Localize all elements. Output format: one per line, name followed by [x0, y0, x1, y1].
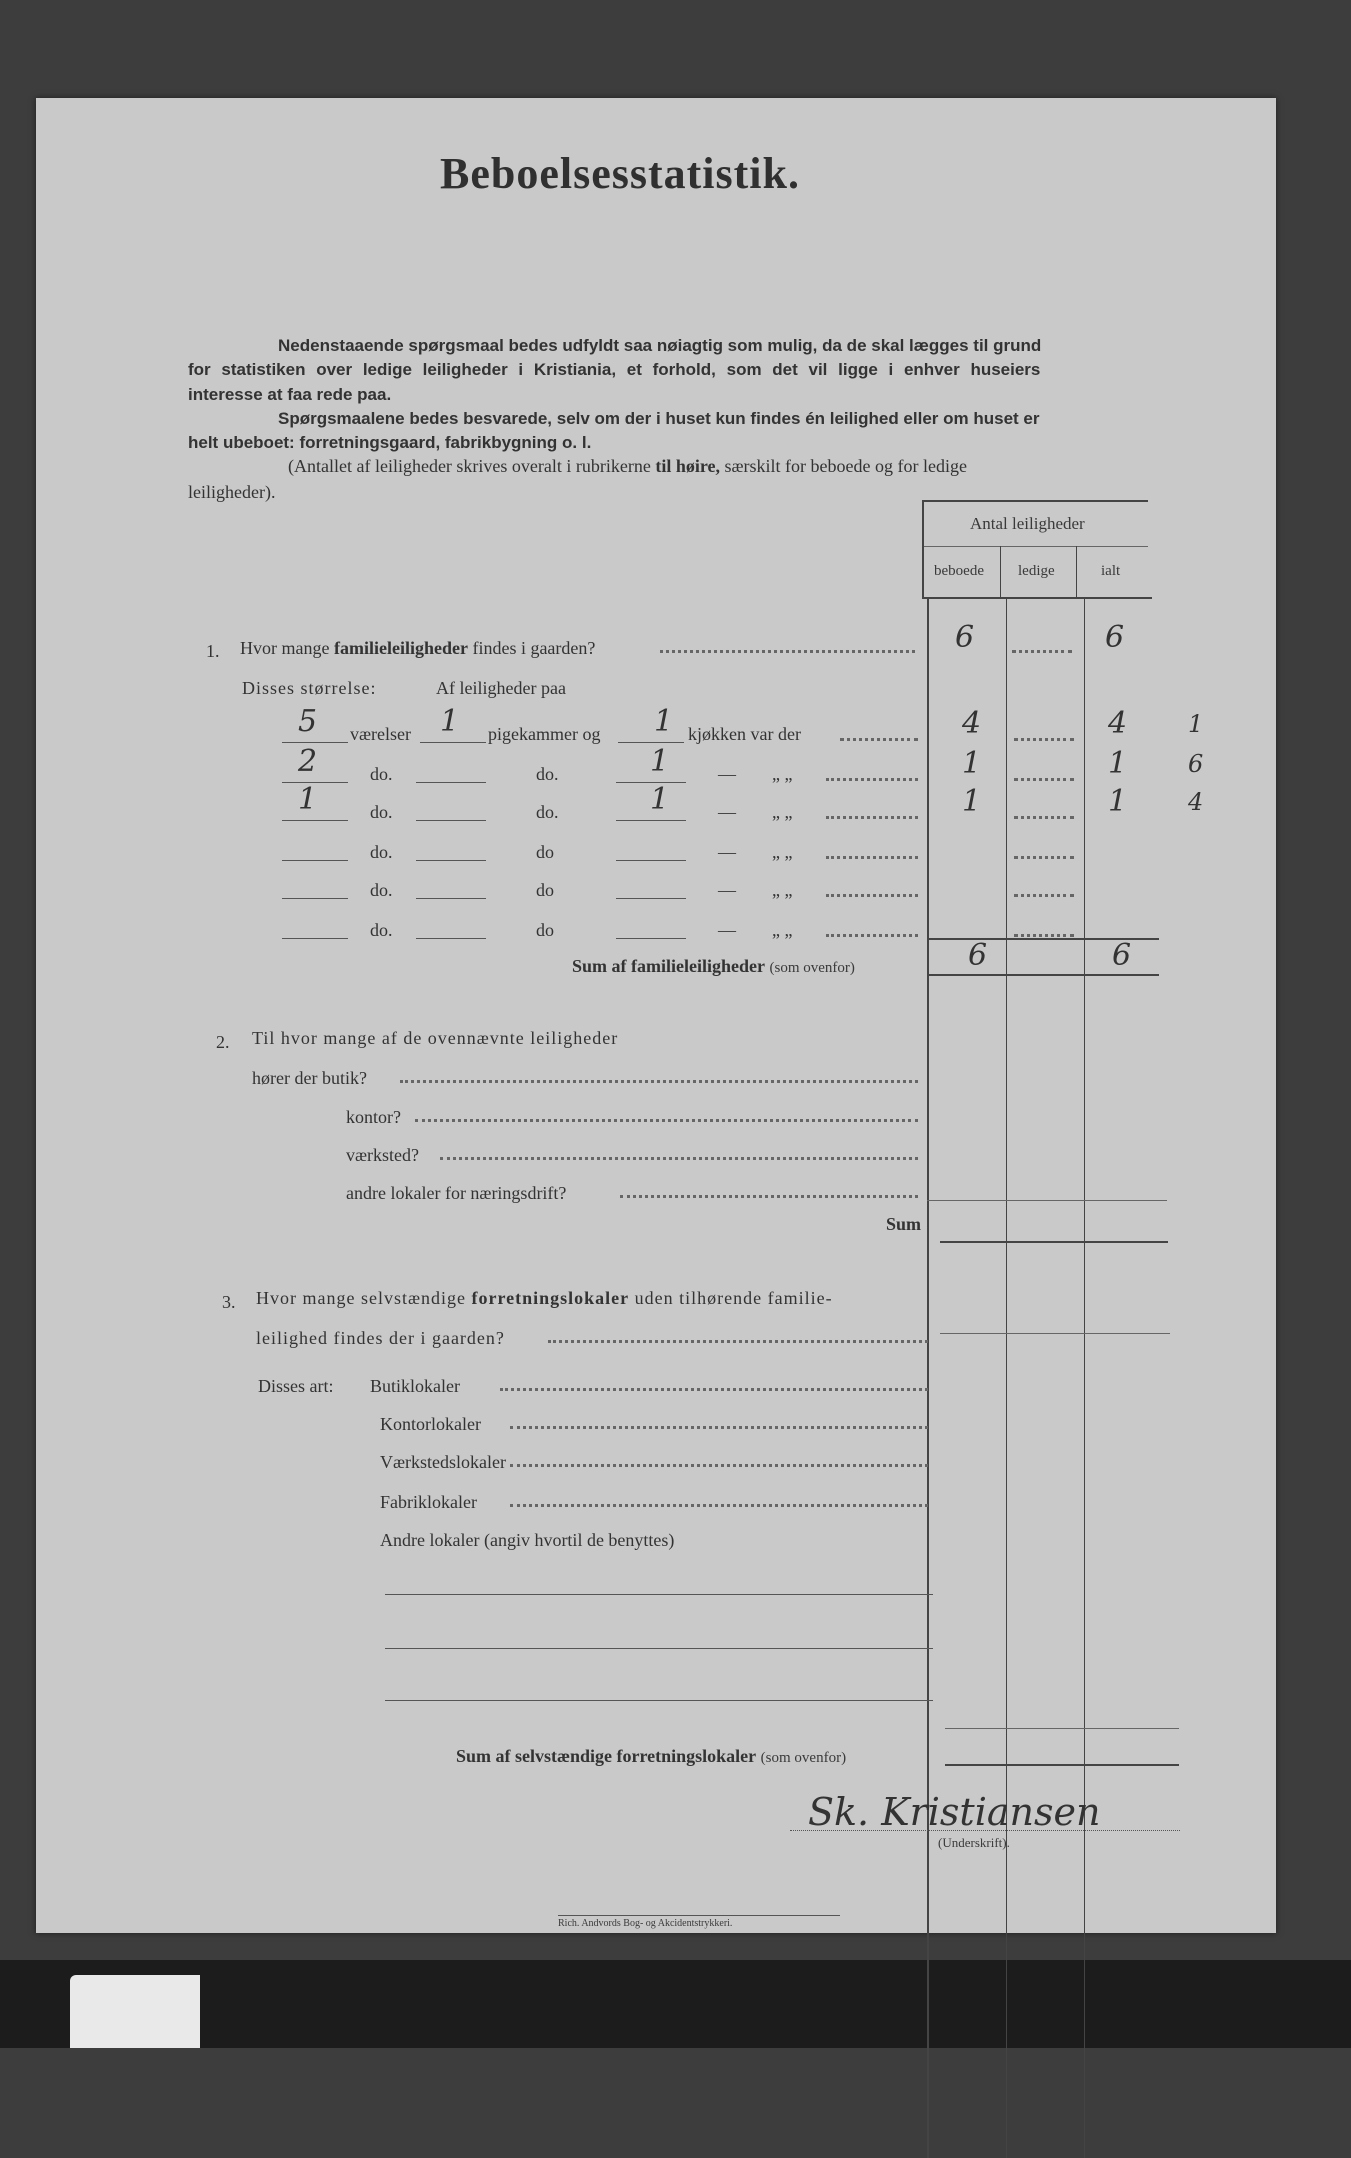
- q3-blank-line-1: [385, 1594, 933, 1595]
- q2-sum-label: Sum: [886, 1214, 922, 1234]
- q3-question-line-2: leilighed findes der i gaarden?: [256, 1328, 505, 1348]
- page-title: Beboelsesstatistik.: [440, 149, 800, 198]
- q1-ledige-dots: [1012, 650, 1072, 653]
- q1-question-pre: Hvor mange: [240, 638, 330, 658]
- intro-line-3: interesse at faa rede paa.: [188, 385, 392, 404]
- row-rooms-value: 2: [298, 744, 318, 779]
- q1-question-post: findes i gaarden?: [472, 638, 596, 658]
- intro-line-5: helt ubeboet: forretningsgaard, fabrikbygning o. l.: [188, 433, 592, 452]
- q3-question: [256, 1288, 833, 1309]
- row-label-do: do.: [370, 880, 393, 900]
- table-top-rule: [922, 500, 1148, 502]
- q3-number: 3.: [222, 1292, 236, 1312]
- row-dash: —: [718, 842, 736, 862]
- row-margin-note: 1: [1188, 710, 1204, 738]
- q1-number: 1.: [206, 641, 220, 661]
- col-header-beboede: beboede: [934, 563, 984, 579]
- intro-line-2: for statistiken over ledige leiligheder i Kristiania, et forhold, som det vil ligge i enhver huseiers: [188, 360, 1041, 379]
- q3-question-pre: Hvor mange selvstændige: [256, 1288, 466, 1308]
- row-pige-line: [420, 742, 486, 743]
- row-leader-dots: [826, 934, 918, 937]
- col-header-ledige: ledige: [1018, 563, 1055, 579]
- table-header-rule: [922, 546, 1148, 547]
- col-rule-mid2: [1084, 598, 1085, 2158]
- row-ialt-value: 1: [1108, 746, 1128, 781]
- row-kjokken-value: 1: [650, 782, 670, 817]
- q1-leader-dots: [660, 650, 915, 653]
- q1-answer-ialt: 6: [1105, 620, 1125, 655]
- col-header-ialt: ialt: [1101, 563, 1121, 579]
- q1-question: [240, 638, 595, 659]
- q3-sum-top-rule: [945, 1728, 1179, 1729]
- row-pige-line: [416, 898, 486, 899]
- table-header-bottom-rule: [922, 597, 1152, 599]
- row-label-do: do.: [370, 764, 393, 784]
- q3-sum-bold: Sum af selvstændige forretningslokaler: [456, 1746, 757, 1766]
- row-pige-value: 1: [440, 704, 460, 739]
- q1-size-sub: Af leiligheder paa: [436, 678, 566, 698]
- row-label-do-2: do: [536, 880, 554, 900]
- row-leader-dots: [840, 738, 918, 741]
- row-rooms-line: [282, 820, 348, 821]
- row-label-do-2: do: [536, 920, 554, 940]
- row-kjokken-value: 1: [654, 704, 674, 739]
- intro-line-7: leiligheder).: [188, 482, 276, 502]
- row-ledige-dots: [1014, 816, 1074, 819]
- q3-question-post: uden tilhørende familie-: [634, 1288, 833, 1308]
- row-beboede-value: 4: [962, 706, 982, 741]
- signature-handwritten: Sk. Kristiansen: [808, 1790, 1101, 1834]
- row-rooms-value: 1: [298, 782, 318, 817]
- row-ledige-dots: [1014, 778, 1074, 781]
- row-leader-dots: [826, 856, 918, 859]
- q3-item: Butiklokaler: [370, 1376, 460, 1396]
- row-kjokken-line: [616, 938, 686, 939]
- row-label-vaerelser: værelser: [350, 724, 411, 744]
- row-kjokken-line: [616, 860, 686, 861]
- q1-sum-bold: Sum af familieleiligheder: [572, 956, 765, 976]
- row-ditto-marks: „ „: [772, 842, 793, 862]
- row-kjokken-value: 1: [650, 744, 670, 779]
- col-rule-mid2-header: [1076, 546, 1077, 598]
- row-label-do-2: do: [536, 842, 554, 862]
- q2-item-butik: hører der butik?: [252, 1068, 367, 1088]
- row-pige-line: [416, 782, 486, 783]
- q3-item-dots: [510, 1504, 928, 1507]
- row-rooms-line: [282, 742, 348, 743]
- intro-line-6-part-b: til høire,: [655, 456, 721, 476]
- intro-line-6-part-c: særskilt for beboede og for ledige: [724, 456, 967, 476]
- q3-sum-bottom-rule: [945, 1764, 1179, 1766]
- q3-sum-label: [456, 1746, 846, 1767]
- q3-item: Kontorlokaler: [380, 1414, 481, 1434]
- row-label-do-2: do.: [536, 802, 559, 822]
- q3-item-dots: [500, 1388, 928, 1391]
- row-rooms-line: [282, 938, 348, 939]
- row-label-pigekammer: pigekammer og: [488, 724, 601, 744]
- q2-question: Til hvor mange af de ovennævnte leiligheder: [252, 1028, 619, 1048]
- q3-blank-line-3: [385, 1700, 933, 1701]
- row-ditto-marks: „ „: [772, 802, 793, 822]
- row-label-kjokken: kjøkken var der: [688, 724, 801, 744]
- row-dash: —: [718, 802, 736, 822]
- row-label-do: do.: [370, 920, 393, 940]
- q2-item-kontor: kontor?: [346, 1107, 401, 1127]
- signature-label: (Underskrift).: [938, 1835, 1010, 1850]
- q3-item: Fabriklokaler: [380, 1492, 477, 1512]
- q1-sum-beboede: 6: [968, 938, 988, 973]
- row-kjokken-line: [616, 898, 686, 899]
- q2-item-andre-dots: [620, 1195, 918, 1198]
- q1-size-label: Disses størrelse:: [242, 678, 377, 698]
- row-rooms-line: [282, 860, 348, 861]
- q1-sum-label: [572, 956, 855, 977]
- q1-answer-beboede: 6: [955, 620, 975, 655]
- row-kjokken-line: [618, 742, 684, 743]
- row-kjokken-line: [616, 820, 686, 821]
- q3-item-dots: [510, 1426, 928, 1429]
- q1-sum-ialt: 6: [1112, 938, 1132, 973]
- intro-line-1: Nedenstaaende spørgsmaal bedes udfyldt saa nøiagtig som mulig, da de skal lægges til grund: [278, 336, 1042, 355]
- row-leader-dots: [826, 778, 918, 781]
- row-margin-note: 6: [1188, 750, 1204, 778]
- q3-art-label: Disses art:: [258, 1376, 334, 1396]
- row-ditto-marks: „ „: [772, 764, 793, 784]
- row-ditto-marks: „ „: [772, 880, 793, 900]
- row-label-do: do.: [370, 802, 393, 822]
- table-group-header: Antal leiligheder: [970, 514, 1085, 533]
- row-beboede-value: 1: [962, 746, 982, 781]
- row-ledige-dots: [1014, 934, 1074, 937]
- q3-sum-post: (som ovenfor): [760, 1750, 847, 1766]
- row-ledige-dots: [1014, 738, 1074, 741]
- row-pige-line: [416, 938, 486, 939]
- printer-credit: Rich. Andvords Bog- og Akcidentstrykkeri.: [558, 1918, 733, 1929]
- q2-sum-bottom-rule: [940, 1241, 1168, 1243]
- printer-rule: [558, 1915, 840, 1916]
- signature-line: [790, 1830, 1180, 1831]
- intro-line-6: [288, 456, 967, 477]
- row-label-do: do.: [370, 842, 393, 862]
- row-rooms-line: [282, 898, 348, 899]
- q1-sum-bottom-rule: [927, 974, 1159, 976]
- row-pige-line: [416, 820, 486, 821]
- intro-line-6-part-a: (Antallet af leiligheder skrives overalt i rubrikerne: [288, 456, 651, 476]
- row-beboede-value: 1: [962, 784, 982, 819]
- q2-number: 2.: [216, 1032, 230, 1052]
- col-rule-left-header: [922, 500, 924, 598]
- row-label-do-2: do.: [536, 764, 559, 784]
- q2-item-andre: andre lokaler for næringsdrift?: [346, 1183, 567, 1203]
- q3-question-dots: [548, 1340, 928, 1343]
- q3-blank-line-2: [385, 1648, 933, 1649]
- row-ditto-marks: „ „: [772, 920, 793, 940]
- q1-sum-post: (som ovenfor): [769, 960, 855, 976]
- row-dash: —: [718, 920, 736, 940]
- row-ialt-value: 1: [1108, 784, 1128, 819]
- q3-item-dots: [510, 1464, 928, 1467]
- q3-answer-rule: [940, 1333, 1170, 1334]
- q2-item-kontor-dots: [415, 1119, 918, 1122]
- row-ialt-value: 4: [1108, 706, 1128, 741]
- q3-question-bold: forretningslokaler: [471, 1288, 630, 1308]
- q2-item-butik-dots: [400, 1080, 918, 1083]
- col-rule-mid1: [1006, 598, 1007, 2158]
- q3-item: Værkstedslokaler: [380, 1452, 506, 1472]
- row-ledige-dots: [1014, 856, 1074, 859]
- row-dash: —: [718, 880, 736, 900]
- q2-item-vaerksted: værksted?: [346, 1145, 419, 1165]
- row-rooms-value: 5: [298, 704, 318, 739]
- row-pige-line: [416, 860, 486, 861]
- q3-item: Andre lokaler (angiv hvortil de benyttes): [380, 1530, 675, 1550]
- row-dash: —: [718, 764, 736, 784]
- q1-question-bold: familieleiligheder: [333, 638, 468, 658]
- col-rule-left: [927, 598, 929, 2158]
- q2-item-vaerksted-dots: [440, 1157, 918, 1160]
- film-edge-bottom: [0, 1960, 1351, 2048]
- intro-line-4: Spørgsmaalene bedes besvarede, selv om der i huset kun findes én leilighed eller om huset er: [278, 409, 1040, 428]
- row-leader-dots: [826, 894, 918, 897]
- row-ledige-dots: [1014, 894, 1074, 897]
- film-edge-light: [70, 1975, 200, 2048]
- row-margin-note: 4: [1188, 788, 1204, 816]
- col-rule-mid1-header: [1000, 546, 1001, 598]
- row-leader-dots: [826, 816, 918, 819]
- q2-sum-top-rule: [927, 1200, 1167, 1201]
